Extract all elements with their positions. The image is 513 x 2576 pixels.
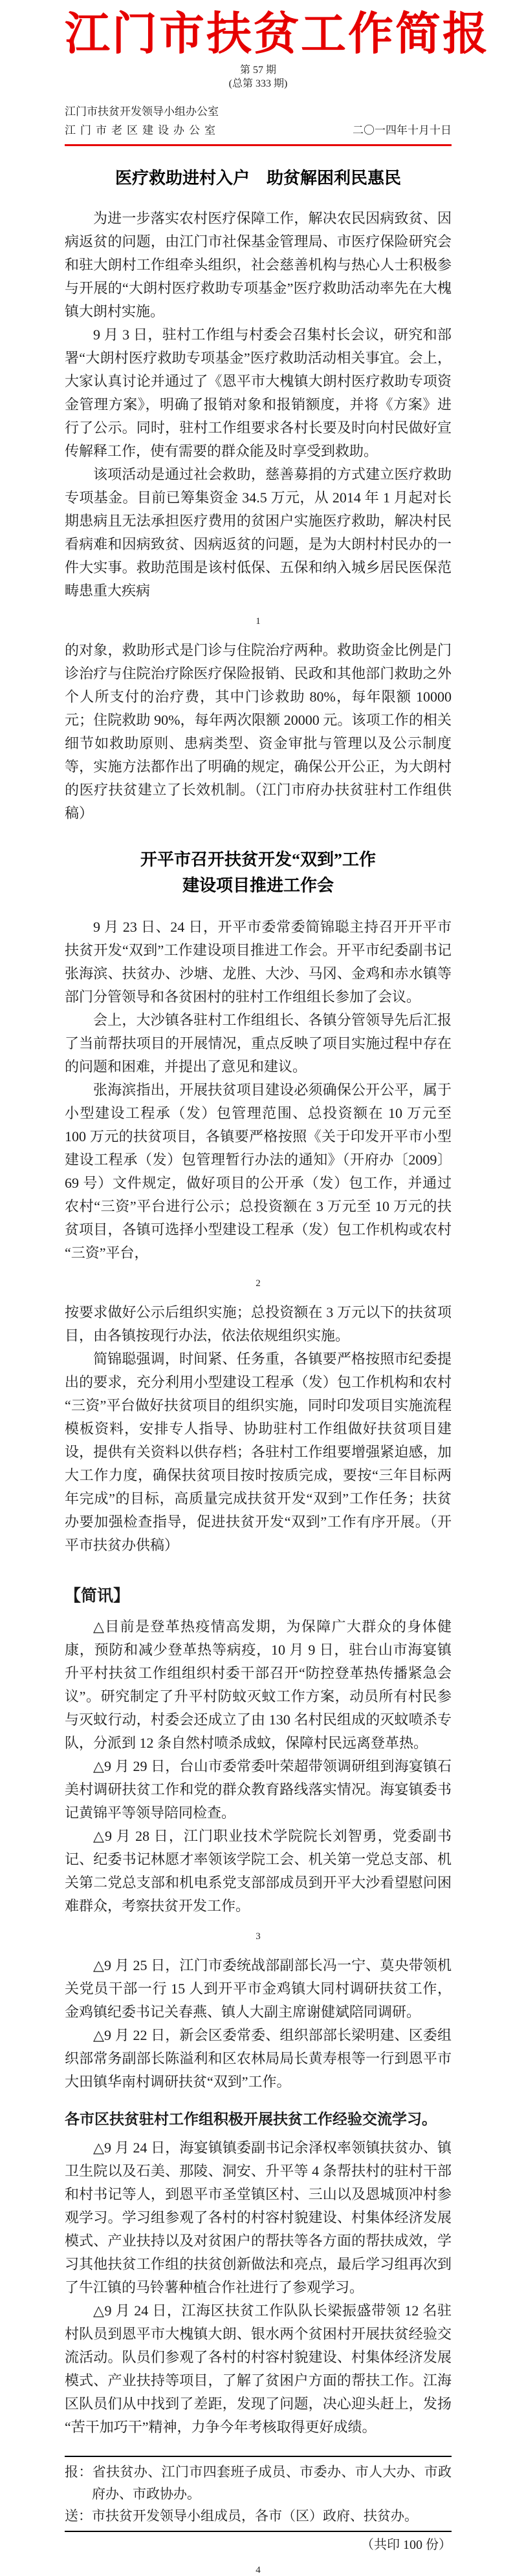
article2-title	[65, 847, 452, 899]
footer-top-rule	[65, 2456, 452, 2457]
article2-paragraph-3-part-a: 张海滨指出，开展扶贫项目建设必须确保公开公平，属于小型建设工程承（发）包管理范围、总投资额在 10 万元至 100 万元的扶贫项目，各镇要严格按照《关于印发开平市小型建设工程承（发）包管理暂行办法的通知》（开府办〔2009〕69 号）文件规定，做好项目的公开承（发）包工作，并通过农村“三资”平台进行公示；总投资额在 3 万元至 10 万元的扶贫项目，各镇可选择小型建设工程承（发）包工作机构或农村“三资”平台，	[65, 1082, 452, 1261]
brief-item-7: △9 月 24 日，江海区扶贫工作队队长梁振盛带领 12 名驻村队员到恩平市大槐镇大朗、银水两个贫困村开展扶贫经验交流活动。队员们参观了各村的村容村貌建设、村集体经济发展模式、产业扶持等项目，了解了贫困户方面的帮扶工作。江海区队员们从中找到了差距，发现了问题，决心迎头赶上，发扬“苦干加巧干”精神，力争今年考核取得更好成绩。	[65, 2302, 452, 2435]
footer-report-line: 报：省扶贫办、江门市四套班子成员、市委办、市人大办、市政府办、市政协办。	[65, 2464, 452, 2502]
brief-item-6: △9 月 24 日，海宴镇镇委副书记余泽权率领镇扶贫办、镇卫生院以及石美、那陵、洞安、升平等 4 条帮扶村的驻村干部和村书记等人，到恩平市圣堂镇区村、三山以及恩城顶冲村参观学习。学习组参观了各村的村容村貌建设、村集体经济发展模式、产业扶持以及对贫困户的帮扶等各方面的帮扶成效，学习其他扶贫工作组的扶贫创新做法和亮点，最后学习组再次到了牛江镇的马铃薯种植合作社进行了参观学习。	[65, 2140, 452, 2295]
article1-title: 医疗救助进村入户 助贫解困利民惠民	[115, 169, 401, 188]
article2-title-line-2: 建设项目推进工作会	[182, 876, 334, 895]
bulletin-scan-page	[0, 9, 513, 2575]
article2-paragraph-3-part-b: 按要求做好公示后组织实施；总投资额在 3 万元以下的扶贫项目，由各镇按现行办法，依法依规组织实施。	[65, 1304, 452, 1344]
page-content	[0, 9, 513, 2576]
page-number-4: 4	[256, 2565, 261, 2575]
masthead-rule	[65, 144, 452, 146]
footer-send-line: 送：市扶贫开发领导小组成员，各市（区）政府、扶贫办。	[65, 2508, 418, 2524]
article2-title-line-1: 开平市召开扶贫开发“双到”工作	[140, 850, 376, 869]
bulletin-title: 江门市扶贫工作简报	[65, 10, 490, 59]
issue-number: 第 57 期	[239, 65, 276, 76]
article1-paragraph-2: 9 月 3 日，驻村工作组与村委会召集村长会议，研究和部署“大朗村医疗救助专项基金”医疗救助活动相关事宜。会上，大家认真讨论并通过了《恩平市大槐镇大朗村医疗救助专项资金管理方案》，明确了报销对象和报销额度，并将《方案》进行了公示。同时，驻村工作组要求各村长要及时向村民做好宣传解释工作，使有需要的群众能及时享受到救助。	[65, 327, 452, 459]
article2-paragraph-2: 会上，大沙镇各驻村工作组组长、各镇分管领导先后汇报了当前帮扶项目的开展情况，重点反映了项目实施过程中存在的问题和困难，并提出了意见和建议。	[65, 1012, 452, 1075]
page-number-3: 3	[256, 1931, 261, 1942]
briefs-interlude-heading: 各市区扶贫驻村工作组积极开展扶贫工作经验交流学习。	[65, 2111, 437, 2127]
brief-item-1: △目前是登革热疫情高发期，为保障广大群众的身体健康，预防和减少登革热等病疫，10 月 9 日，驻台山市海宴镇升平村扶贫工作组组织村委干部召开“防控登革热传播紧急会议”。研究制定了升平村防蚊灭蚊工作方案，动员所有村民参与灭蚊行动，村委会还成立了由 130 名村民组成的灭蚊喷杀专队，分派到 12 条自然村喷杀成蚊，保障村民远离登革热。	[65, 1618, 452, 1751]
article1-paragraph-1: 为进一步落实农村医疗保障工作，解决农民因病致贫、因病返贫的问题，由江门市社保基金管理局、市医疗保险研究会和驻大朗村工作组牵头组织，社会慈善机构与热心人士积极参与开展的“大朗村医疗救助专项基金”医疗救助活动率先在大槐镇大朗村实施。	[65, 210, 452, 319]
bulletin-body	[65, 166, 452, 2576]
issue-total-number: (总第 333 期)	[228, 78, 288, 89]
print-copies-note: （共印 100 份）	[361, 2538, 452, 2552]
issuer-line-1: 江门市扶贫开发领导小组办公室	[65, 105, 219, 118]
issue-date: 二〇一四年十月十日	[353, 124, 452, 136]
page-number-1: 1	[256, 616, 261, 627]
brief-item-4: △9 月 25 日，江门市委统战部副部长冯一宁、莫央带领机关党员干部一行 15 人到开平市金鸡镇大同村调研扶贫工作，金鸡镇纪委书记关春燕、镇人大副主席谢健斌陪同调研。	[65, 1957, 452, 2020]
article1-paragraph-3-part-a: 该项活动是通过社会救助，慈善募捐的方式建立医疗救助专项基金。目前已筹集资金 34.5 万元，从 2014 年 1 月起对长期患病且无法承担医疗费用的贫困户实施医疗救助，解决村民看病难和因病致贫、因病返贫的问题，是为大朗村村民办的一件大实事。救助范围是该村低保、五保和纳入城乡居民医保范畴患重大疾病	[65, 466, 452, 599]
brief-item-2: △9 月 29 日，台山市委常委叶荣超带领调研组到海宴镇石美村调研扶贫工作和党的群众教育路线落实情况。海宴镇委书记黄锦平等领导陪同检查。	[65, 1758, 452, 1821]
masthead	[65, 9, 490, 146]
brief-item-5: △9 月 22 日，新会区委常委、组织部部长梁明建、区委组织部常务副部长陈溢利和区农林局局长黄寿根等一行到恩平市大田镇华南村调研扶贫“双到”工作。	[65, 2027, 452, 2090]
brief-item-3: △9 月 28 日，江门职业技术学院院长刘智勇，党委副书记、纪委书记林愿才率领该学院工会、机关第一党总支部、机关第二党总支部和机电系党支部部成员到开平大沙看望慰问困难群众，考察扶贫开发工作。	[65, 1828, 452, 1914]
issuer-row	[65, 102, 452, 140]
footer-bottom-rule	[65, 2531, 452, 2532]
article1-paragraph-3-part-b: 的对象，救助形式是门诊与住院治疗两种。救助资金比例是门诊治疗与住院治疗除医疗保险报销、民政和其他部门救助之外个人所支付的治疗费，其中门诊救助 80%，每年限额 10000 元；住院救助 90%，每年两次限额 20000 元。该项工作的相关细节如救助原则、患病类型、资金审批与管理以及公示制度等，实施方法都作出了明确的规定，确保公开公正，为大朗村的医疗扶贫建立了长效机制。（江门市府办扶贫驻村工作组供稿）	[65, 642, 452, 821]
article2-paragraph-4: 简锦聪强调，时间紧、任务重，各镇要严格按照市纪委提出的要求，充分利用小型建设工程承（发）包工作机构和农村“三资”平台做好扶贫项目的组织实施，同时印发项目实施流程模板资料，安排专人指导、协助驻村工作组做好扶贫项目建设，提供有关资料以供存档；各驻村工作组要增强紧迫感，加大工作力度，确保扶贫项目按时按质完成，要按“三年目标两年完成”的目标，高质量完成扶贫开发“双到”工作任务；扶贫办要加强检查指导，促进扶贫开发“双到”工作有序开展。（开平市扶贫办供稿）	[65, 1351, 452, 1553]
issuer-line-2: 江门市老区建设办公室	[65, 124, 220, 136]
page-number-2: 2	[256, 1278, 261, 1289]
distribution-footer	[65, 2456, 452, 2576]
briefs-section-heading: 【简讯】	[65, 1587, 130, 1605]
article2-paragraph-1: 9 月 23 日、24 日，开平市委常委简锦聪主持召开开平市扶贫开发“双到”工作建设项目推进工作会。开平市纪委副书记张海滨、扶贫办、沙塘、龙胜、大沙、马冈、金鸡和赤水镇等部门分管领导和各贫困村的驻村工作组组长参加了会议。	[65, 919, 452, 1005]
issuer-names	[65, 102, 220, 140]
